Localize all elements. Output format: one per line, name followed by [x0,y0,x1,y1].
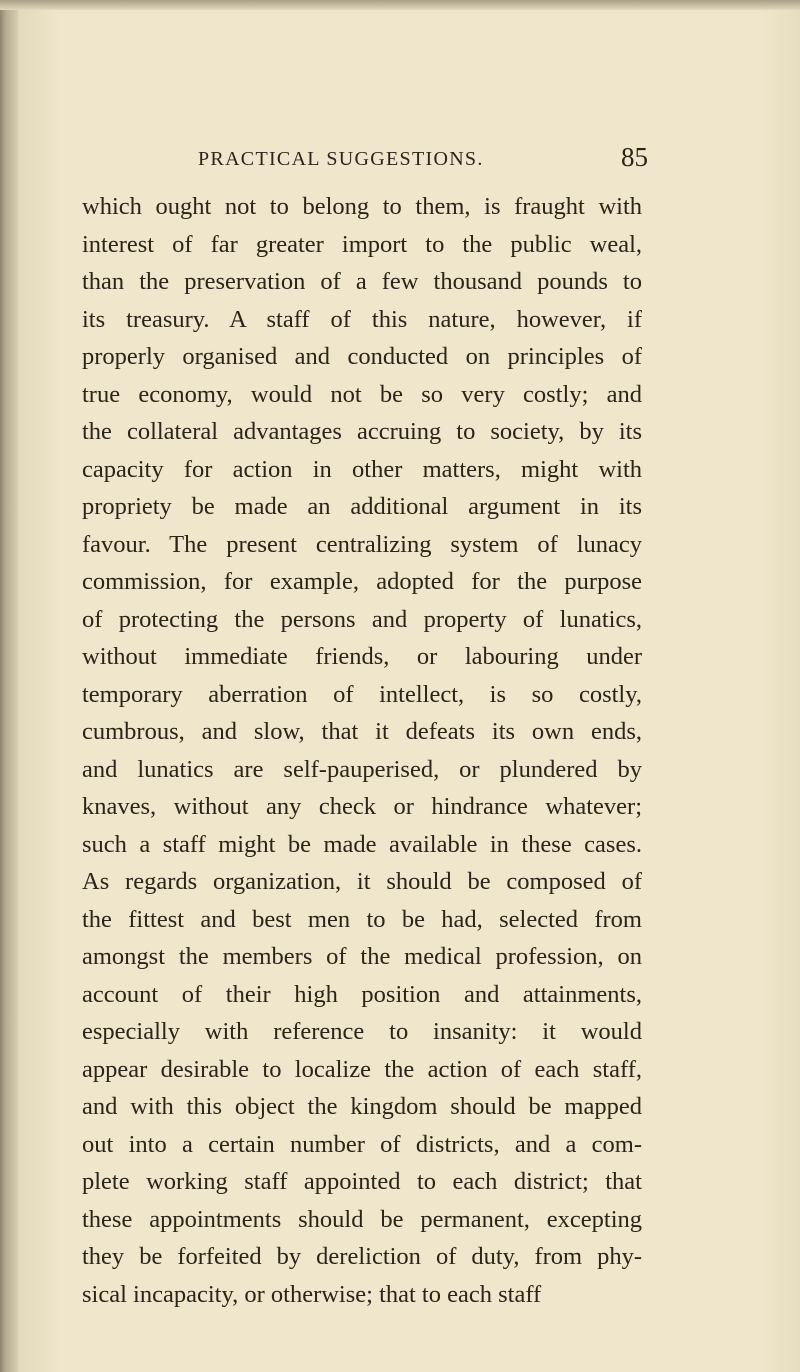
text-line: plete working staff appointed to each district; that [82,1168,642,1195]
text-line: interest of far greater import to the public weal, [82,230,642,258]
page-header [198,142,648,178]
text-line: out into a certain number of districts, and a com- [82,1130,642,1158]
text-line: the collateral advantages accruing to society, by its [82,418,642,445]
text-line: and lunatics are self-pauperised, or plundered by [82,755,642,783]
text-line: appear desirable to localize the action of each staff, [82,1055,642,1083]
text-line: propriety be made an additional argument in its [82,493,642,520]
text-line: which ought not to belong to them, is fraught with [82,193,642,220]
text-line: As regards organization, it should be composed of [82,868,642,895]
text-line: true economy, would not be so very costly; and [82,380,642,408]
text-line: sical incapacity, or otherwise; that to each staff [82,1280,542,1308]
text-line: without immediate friends, or labouring under [82,643,642,670]
text-line: and with this object the kingdom should be mapped [82,1093,642,1120]
text-line: cumbrous, and slow, that it defeats its own ends, [82,718,642,745]
text-line: than the preservation of a few thousand pounds to [82,268,642,295]
text-line: these appointments should be permanent, excepting [82,1205,642,1233]
top-edge [0,0,800,10]
text-line: amongst the members of the medical profession, on [82,943,642,970]
body-text [82,188,642,1313]
page-number: 85 [621,142,648,172]
text-line: knaves, without any check or hindrance whatever; [82,793,642,820]
binding-edge [0,0,18,1372]
text-line: commission, for example, adopted for the purpose [82,568,642,595]
text-line: account of their high position and attainments, [82,980,642,1008]
text-line: properly organised and conducted on principles of [82,343,642,370]
text-line: they be forfeited by dereliction of duty, from phy- [82,1243,642,1270]
text-line: especially with reference to insanity: it would [82,1018,642,1045]
text-line: such a staff might be made available in these cases. [82,830,642,858]
running-head: PRACTICAL SUGGESTIONS. [198,148,484,170]
text-line: its treasury. A staff of this nature, however, if [82,305,642,333]
text-line: capacity for action in other matters, might with [82,455,642,483]
text-line: of protecting the persons and property of lunatics, [82,605,642,633]
text-line: favour. The present centralizing system of lunacy [82,530,642,558]
text-line: the fittest and best men to be had, selected from [82,905,642,933]
text-line: temporary aberration of intellect, is so costly, [82,680,642,708]
